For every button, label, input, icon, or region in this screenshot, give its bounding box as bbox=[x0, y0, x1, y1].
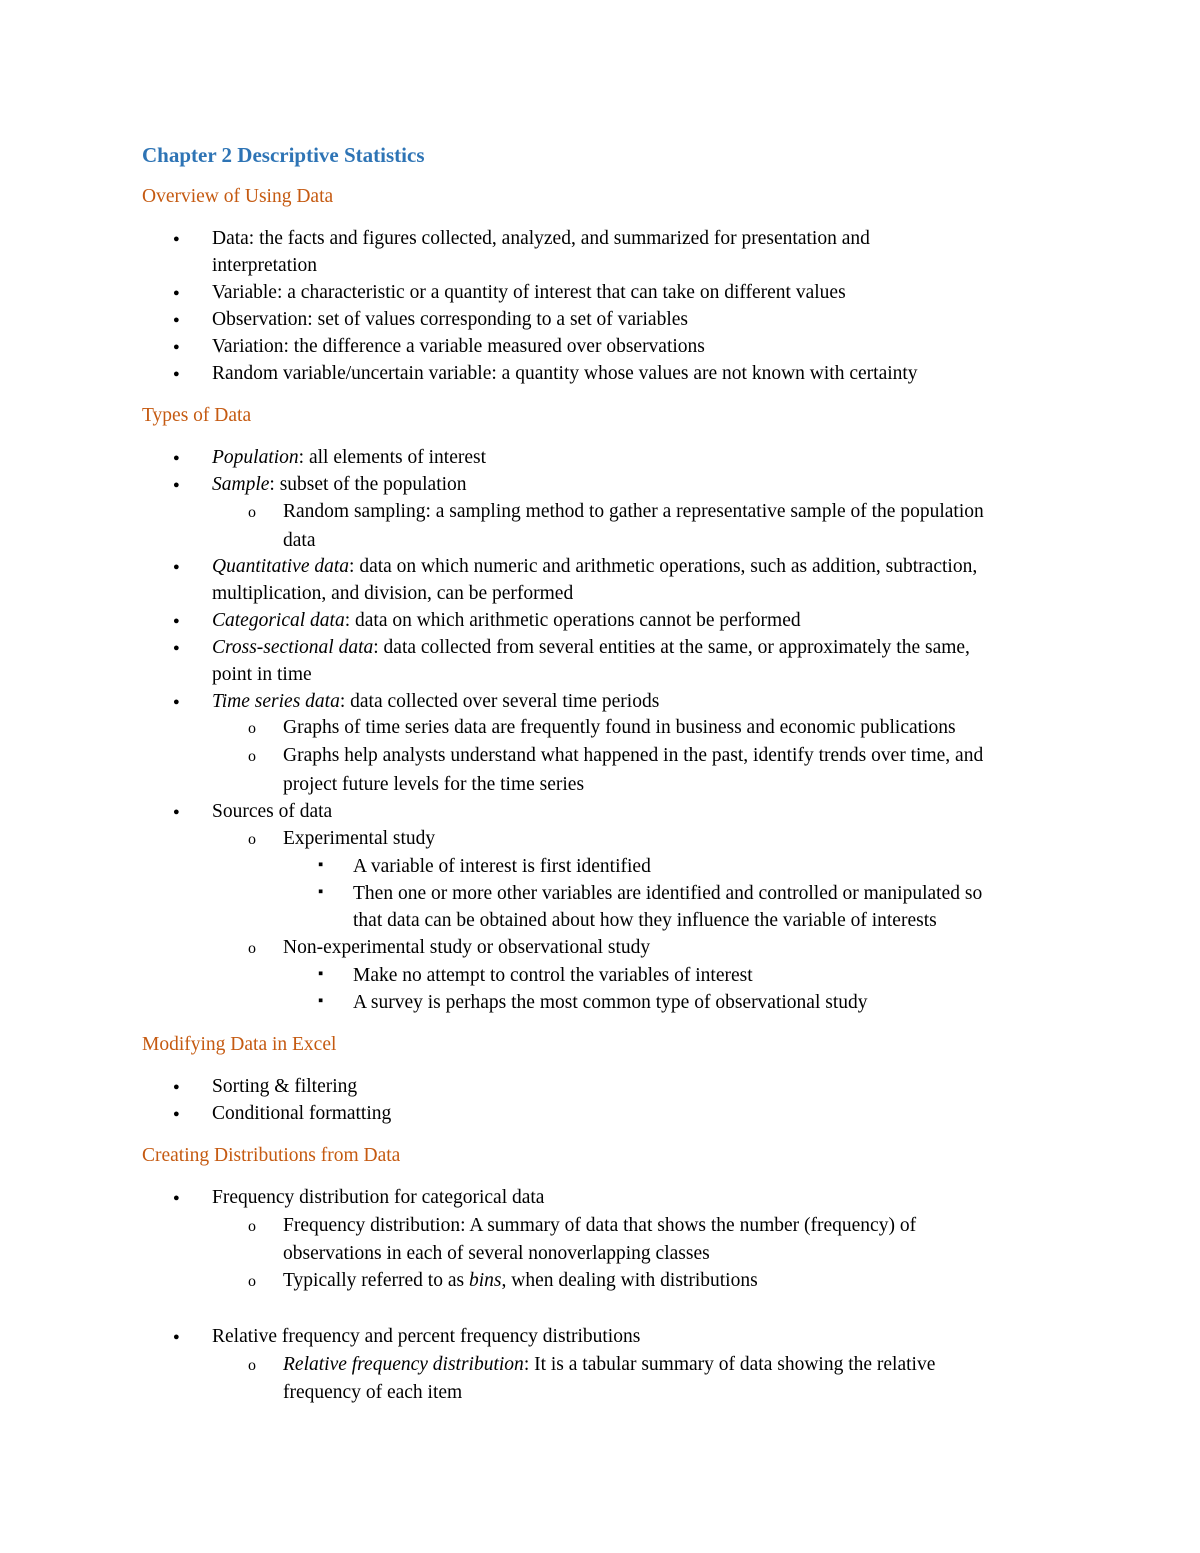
list-item-continuation: frequency of each item bbox=[283, 1382, 463, 1403]
bullet-icon bbox=[173, 1100, 180, 1130]
list-item: Observation: set of values corresponding to a set of variables bbox=[212, 309, 688, 330]
list-item: Frequency distribution for categorical data bbox=[212, 1187, 545, 1208]
definition: : It is a tabular summary of data showing the relative bbox=[523, 1354, 936, 1375]
sub-bullet-icon bbox=[248, 935, 256, 962]
term: Population bbox=[212, 447, 299, 468]
sub-bullet-icon bbox=[248, 1352, 256, 1379]
definition: : data collected from several entities at the same, or approximately the same, bbox=[373, 637, 970, 658]
bullet-icon bbox=[173, 1323, 180, 1353]
term: Quantitative data bbox=[212, 556, 350, 577]
list-item: Variable: a characteristic or a quantity of interest that can take on different values bbox=[212, 282, 846, 303]
list-item: Sources of data bbox=[212, 801, 333, 822]
bullet-icon bbox=[173, 688, 180, 718]
square-bullet-icon bbox=[318, 852, 323, 879]
term: Cross-sectional data bbox=[212, 637, 374, 658]
term: Relative frequency distribution bbox=[283, 1354, 524, 1375]
bullet-icon bbox=[173, 634, 180, 664]
list-item: A variable of interest is first identified bbox=[353, 856, 651, 877]
definition: : data on which arithmetic operations cannot be performed bbox=[344, 610, 801, 631]
list-item: Sorting & filtering bbox=[212, 1076, 358, 1097]
sub-bullet-icon bbox=[248, 1213, 256, 1240]
list-item: Variation: the difference a variable measured over observations bbox=[212, 336, 705, 357]
bullet-icon bbox=[173, 444, 180, 474]
bullet-icon bbox=[173, 798, 180, 828]
term: Time series data bbox=[212, 691, 340, 712]
list-item-continuation: multiplication, and division, can be performed bbox=[212, 583, 574, 604]
list-item: Experimental study bbox=[283, 828, 436, 849]
list-item-continuation: project future levels for the time series bbox=[283, 774, 585, 795]
definition: : data on which numeric and arithmetic operations, such as addition, subtraction, bbox=[349, 556, 978, 577]
list-item: Graphs of time series data are frequently found in business and economic publications bbox=[283, 717, 956, 738]
list-item bbox=[212, 471, 467, 498]
list-item: A survey is perhaps the most common type of observational study bbox=[353, 992, 868, 1013]
list-item: Data: the facts and figures collected, analyzed, and summarized for presentation and bbox=[212, 228, 870, 249]
list-item bbox=[283, 1267, 758, 1294]
list-item: Random sampling: a sampling method to gather a representative sample of the population bbox=[283, 501, 984, 522]
term: Categorical data bbox=[212, 610, 345, 631]
bullet-icon bbox=[173, 471, 180, 501]
sub-bullet-icon bbox=[248, 499, 256, 526]
definition: : data collected over several time periods bbox=[339, 691, 660, 712]
sub-bullet-icon bbox=[248, 743, 256, 770]
list-item: Then one or more other variables are identified and controlled or manipulated so bbox=[353, 883, 983, 904]
page-title: Chapter 2 Descriptive Statistics bbox=[142, 143, 425, 167]
text: Typically referred to as bbox=[283, 1270, 469, 1291]
bullet-icon bbox=[173, 1073, 180, 1103]
list-item-continuation: interpretation bbox=[212, 255, 318, 276]
list-item bbox=[212, 634, 970, 661]
bullet-icon bbox=[173, 553, 180, 583]
bullet-icon bbox=[173, 1184, 180, 1214]
sub-bullet-icon bbox=[248, 1268, 256, 1295]
sub-bullet-icon bbox=[248, 715, 256, 742]
list-item-continuation: that data can be obtained about how they influence the variable of interests bbox=[353, 910, 937, 931]
term: Sample bbox=[212, 474, 270, 495]
square-bullet-icon bbox=[318, 879, 323, 906]
list-item bbox=[212, 444, 486, 471]
text: , when dealing with distributions bbox=[501, 1270, 758, 1291]
bullet-icon bbox=[173, 360, 180, 390]
list-item: Non-experimental study or observational study bbox=[283, 937, 651, 958]
list-item-continuation: data bbox=[283, 530, 316, 551]
list-item-continuation: observations in each of several nonoverlapping classes bbox=[283, 1243, 710, 1264]
sub-bullet-icon bbox=[248, 826, 256, 853]
section-heading: Overview of Using Data bbox=[142, 186, 334, 207]
bullet-icon bbox=[173, 225, 180, 255]
list-item: Graphs help analysts understand what happened in the past, identify trends over time, and bbox=[283, 745, 984, 766]
square-bullet-icon bbox=[318, 988, 323, 1015]
square-bullet-icon bbox=[318, 961, 323, 988]
list-item: Relative frequency and percent frequency distributions bbox=[212, 1326, 641, 1347]
list-item: Make no attempt to control the variables of interest bbox=[353, 965, 753, 986]
list-item bbox=[212, 607, 801, 634]
list-item bbox=[212, 553, 977, 580]
term: bins bbox=[468, 1270, 502, 1291]
list-item bbox=[212, 688, 659, 715]
bullet-icon bbox=[173, 306, 180, 336]
list-item-continuation: point in time bbox=[212, 664, 312, 685]
list-item: Frequency distribution: A summary of data that shows the number (frequency) of bbox=[283, 1215, 917, 1236]
definition: : subset of the population bbox=[269, 474, 467, 495]
definition: : all elements of interest bbox=[298, 447, 487, 468]
section-heading: Modifying Data in Excel bbox=[142, 1034, 337, 1055]
list-item bbox=[283, 1351, 935, 1378]
bullet-icon bbox=[173, 333, 180, 363]
bullet-icon bbox=[173, 279, 180, 309]
list-item: Random variable/uncertain variable: a quantity whose values are not known with certainty bbox=[212, 363, 918, 384]
bullet-icon bbox=[173, 607, 180, 637]
section-heading: Creating Distributions from Data bbox=[142, 1145, 401, 1166]
section-heading: Types of Data bbox=[142, 405, 252, 426]
list-item: Conditional formatting bbox=[212, 1103, 392, 1124]
